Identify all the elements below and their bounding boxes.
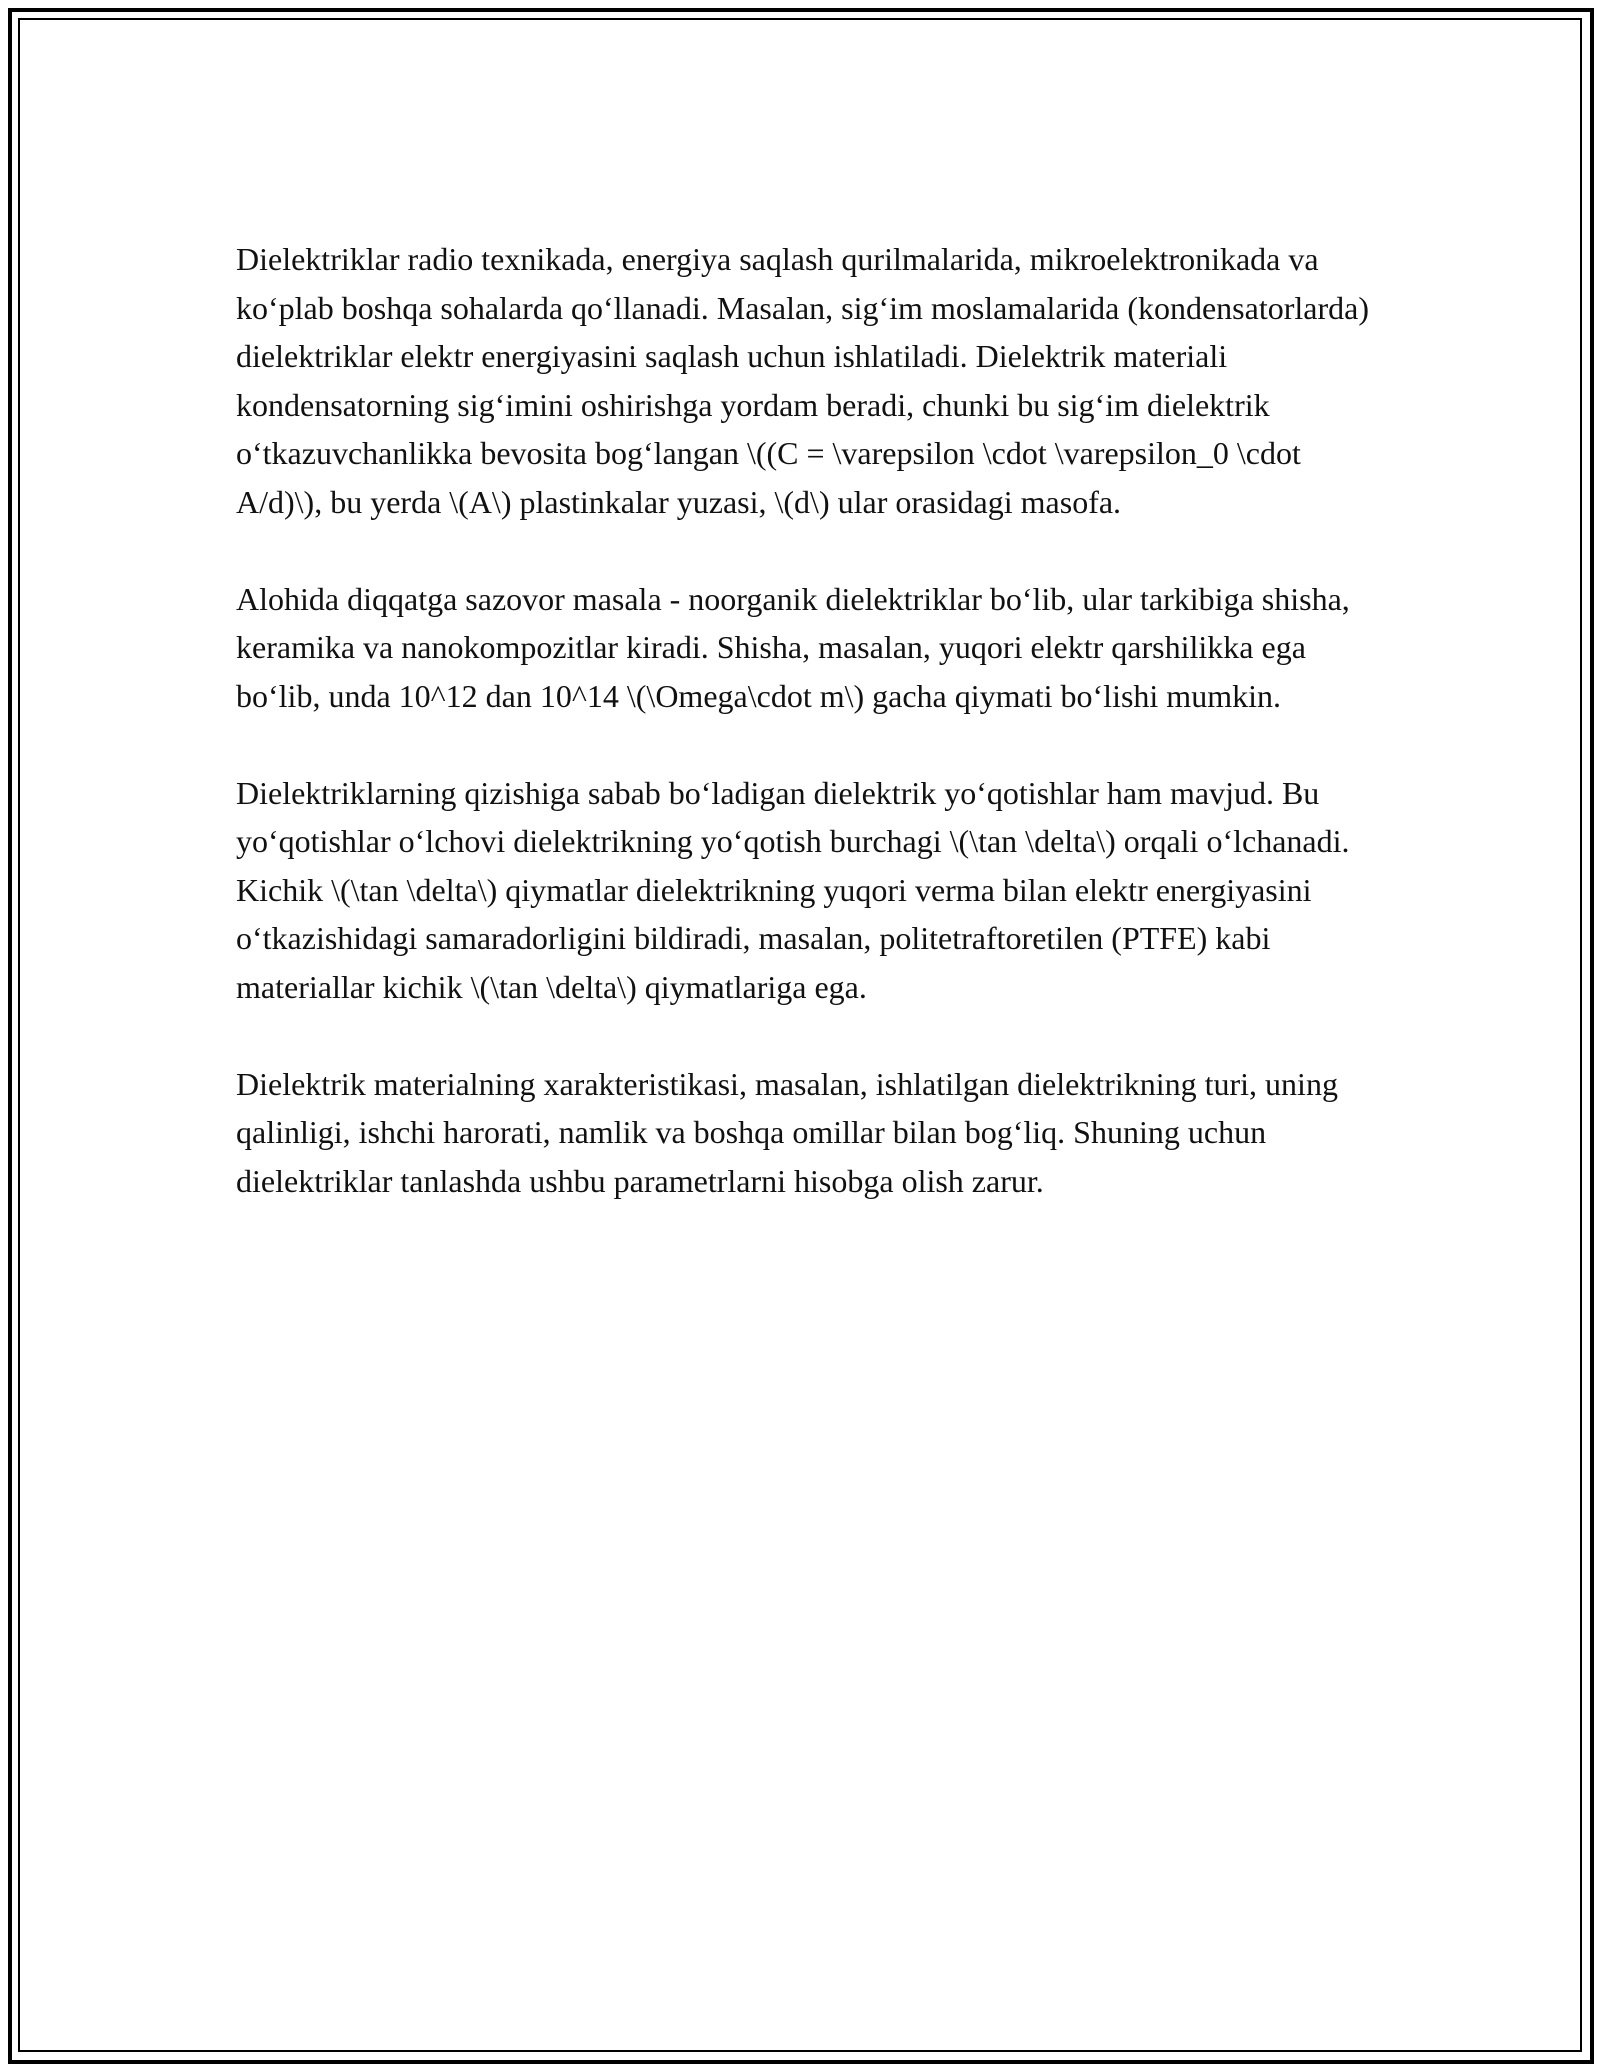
paragraph-material-characteristics: Dielektrik materialning xarakteristikasi, masalan, ishlatilgan dielektrikning turi, uning qalinligi, ishchi harorati, namlik va boshqa omillar bilan bog‘liq. Shuning uchun dielektriklar tanlashda ushbu parametrlarni hisobga olish zarur.: [236, 1065, 1338, 1199]
paragraph-dielectric-losses: Dielektriklarning qizishiga sabab bo‘ladigan dielektrik yo‘qotishlar ham mavjud. Bu yo‘qotishlar o‘lchovi dielektrikning yo‘qotish burchagi \(\tan \delta\) orqali o‘lchanadi. Kichik \(\tan \delta\) qiymatlar dielektrikning yuqori verma bilan elektr energiyasini o‘tkazishidagi samaradorligini bildiradi, masalan, politetraftoretilen (PTFE) kabi materiallar kichik \(\tan \delta\) qiymatlariga ega.: [236, 774, 1350, 1005]
paragraph-capacitor-usage: Dielektriklar radio texnikada, energiya saqlash qurilmalarida, mikroelektronikada va ko‘plab boshqa sohalarda qo‘llanadi. Masalan, sig‘im moslamalarida (kondensatorlarda) dielektriklar elektr energiyasini saqlash uchun ishlatiladi. Dielektrik materiali kondensatorning sig‘imini oshirishga yordam beradi, chunki bu sig‘im dielektrik o‘tkazuvchanlikka bevosita bog‘langan \((C = \varepsilon \cdot \varepsilon_0 \cdot A/d)\), bu yerda \(A\) plastinkalar yuzasi, \(d\) ular orasidagi masofa.: [236, 241, 1369, 520]
document-body: [236, 235, 1371, 1254]
paragraph-inorganic-dielectrics: Alohida diqqatga sazovor masala - noorganik dielektriklar bo‘lib, ular tarkibiga shisha, keramika va nanokompozitlar kiradi. Shisha, masalan, yuqori elektr qarshilikka ega bo‘lib, unda 10^12 dan 10^14 \(\Omega\cdot m\) gacha qiymati bo‘lishi mumkin.: [236, 580, 1350, 714]
